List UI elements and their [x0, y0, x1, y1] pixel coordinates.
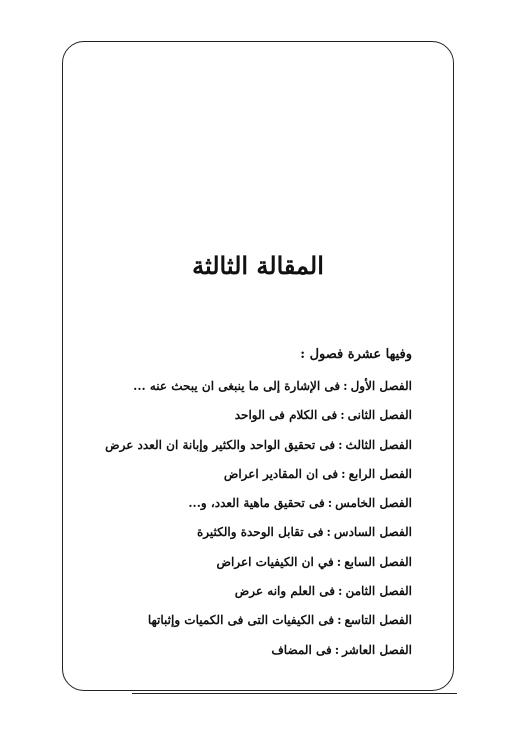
- page-title: المقالة الثالثة: [192, 251, 324, 280]
- chapter-label: الفصل التاسع: [344, 613, 412, 628]
- chapter-label: الفصل السادس: [333, 525, 412, 540]
- colon-separator: :: [336, 554, 342, 569]
- chapter-label: الفصل الثالث: [345, 437, 412, 452]
- chapter-item-6: [105, 522, 412, 551]
- colon-separator: :: [340, 408, 345, 423]
- chapter-text: فى الكلام فى الواحد: [234, 408, 338, 423]
- colon-separator: :: [337, 613, 342, 628]
- chapter-text: فى العلم وانه عرض: [234, 584, 335, 599]
- chapter-item-2: [105, 405, 412, 434]
- chapter-label: الفصل السابع: [344, 554, 412, 569]
- chapter-text: فى ان المقادير اعراض: [223, 466, 339, 481]
- colon-separator: :: [326, 525, 331, 540]
- chapter-list: [105, 376, 412, 669]
- colon-separator: :: [343, 379, 348, 393]
- colon-separator: :: [327, 496, 333, 511]
- colon-separator: :: [338, 584, 343, 599]
- chapter-item-1: [105, 376, 412, 405]
- chapter-label: الفصل الرابع: [348, 466, 412, 481]
- chapter-item-4: [105, 464, 412, 493]
- chapter-label: الفصل العاشر: [342, 642, 412, 657]
- chapters-intro: وفيها عشرة فصول :: [300, 347, 412, 362]
- chapter-label: الفصل الأول: [350, 379, 412, 393]
- chapter-text: فى تحقيق ماهية العدد، و...: [188, 496, 325, 511]
- chapter-item-5: [105, 493, 412, 522]
- chapter-text: فى الكيفيات التى فى الكميات وإثباتها: [147, 613, 335, 628]
- chapter-item-9: [105, 610, 412, 639]
- chapter-text: فى المضاف: [271, 642, 332, 657]
- colon-separator: :: [334, 642, 340, 657]
- bottom-rule: [132, 693, 457, 694]
- chapter-item-10: [105, 640, 412, 669]
- colon-separator: :: [341, 466, 346, 481]
- chapter-text: فى تقابل الوحدة والكثيرة: [196, 525, 324, 540]
- chapter-text: فى تحقيق الواحد والكثير وإبانة ان العدد عرض: [105, 437, 336, 452]
- chapter-text: في ان الكيفيات اعراض: [216, 554, 334, 569]
- chapter-label: الفصل الخامس: [335, 496, 412, 511]
- chapter-item-7: [105, 552, 412, 581]
- chapter-label: الفصل الثامن: [345, 584, 412, 599]
- chapter-label: الفصل الثانى: [347, 408, 412, 423]
- chapter-item-8: [105, 581, 412, 610]
- chapter-text: فى الإشارة إلى ما ينبغى ان يبحث عنه ...: [133, 379, 341, 393]
- colon-separator: :: [338, 437, 343, 452]
- chapter-item-3: [105, 435, 412, 464]
